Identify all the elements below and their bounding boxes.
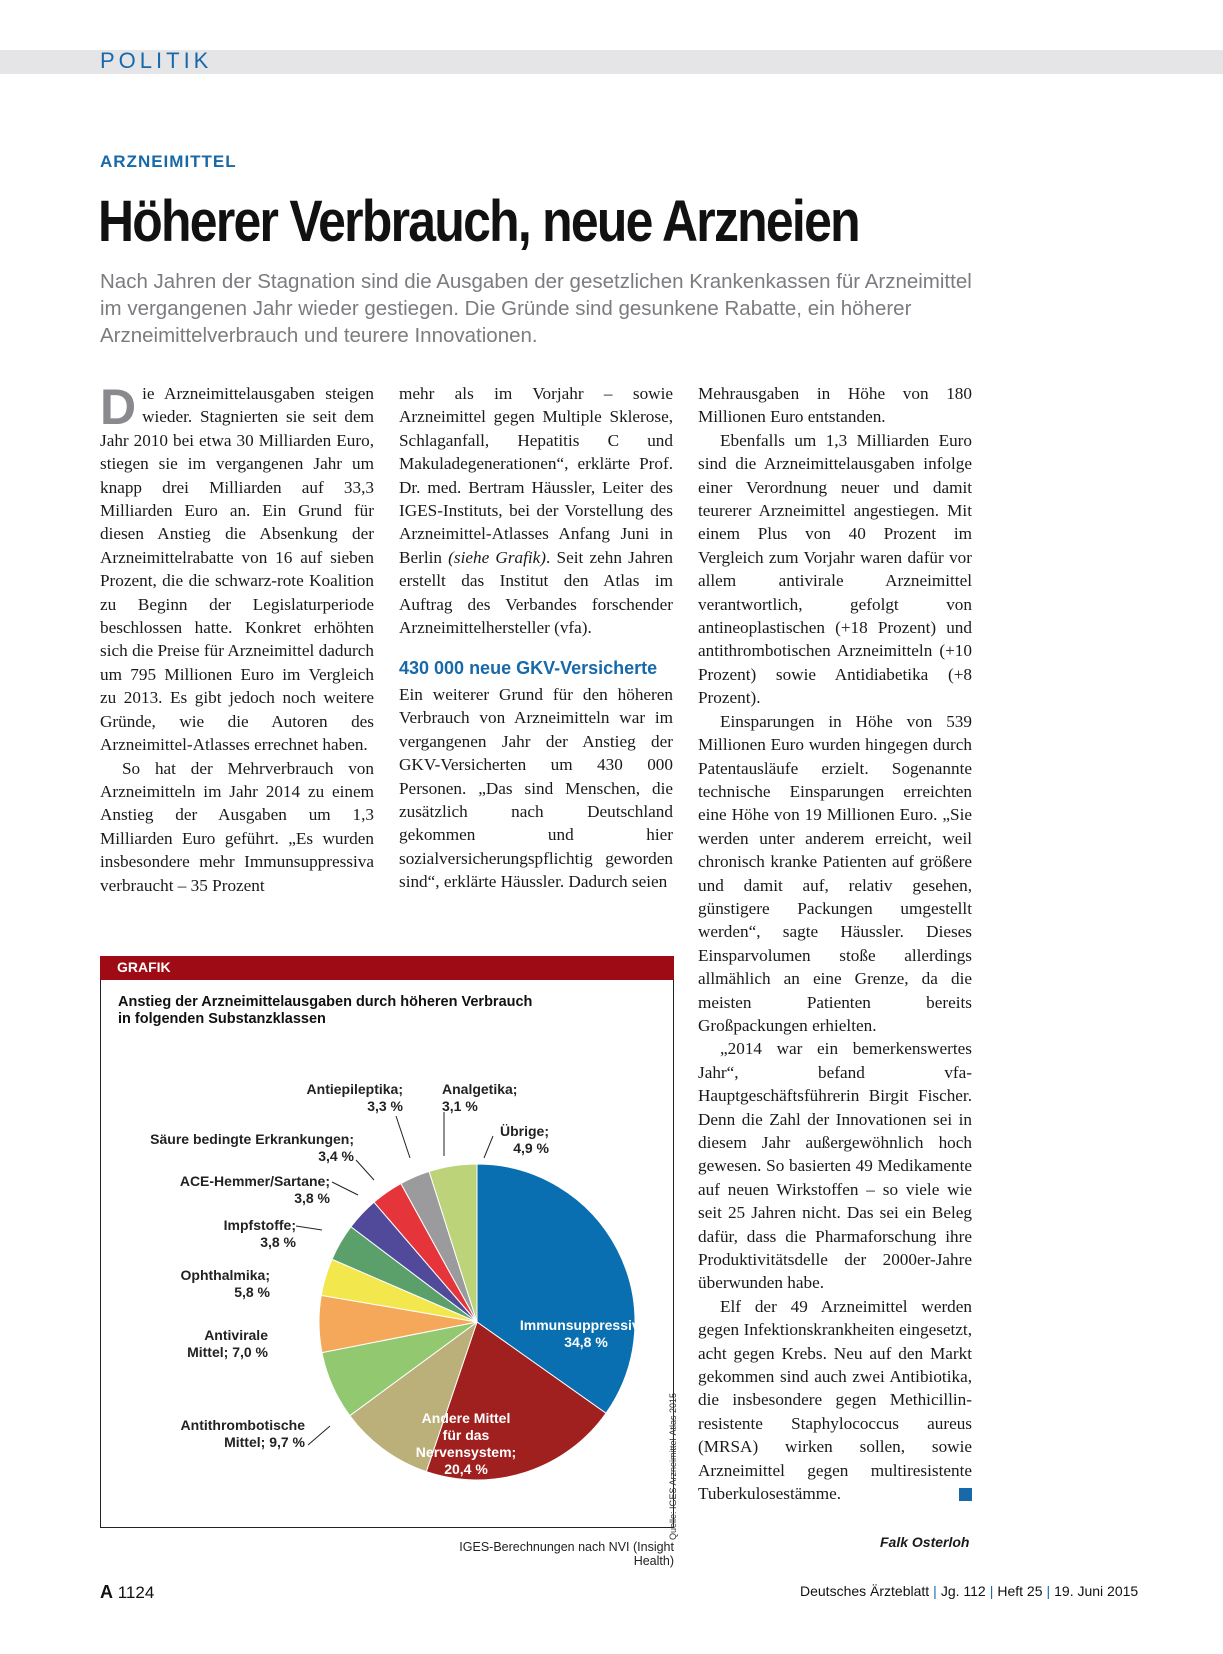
paragraph: So hat der Mehrverbrauch von Arzneimitteln im Jahr 2014 zu einem Anstieg der Ausgaben um 1,3 Milliarden Euro geführt. „Es wurden insbesondere mehr Immunsuppressiva verbraucht – 35 Prozent: [100, 758, 374, 895]
paragraph: „2014 war ein bemerkenswertes Jahr“, befand vfa-Hauptgeschäftsführerin Birgit Fischer. Denn die Zahl der Innovationen sei in diesem Jahr außergewöhnlich hoch gewesen. So basierten 49 Medikamente auf neuen Wirkstoffen – so viele wie seit 25 Jahren nicht. Das sei ein Beleg dafür, dass die Pharmaforschung ihre Produktivitätsdelle der 2000er-Jahre überwunden habe.: [698, 1039, 972, 1293]
leader-line: [308, 1426, 330, 1445]
slice-label: Antithrombotische Mittel; 9,7 %: [180, 1417, 305, 1450]
slice-label: Säure bedingte Erkrankungen; 3,4 %: [150, 1131, 354, 1164]
article-headline: Höherer Verbrauch, neue Arzneien: [98, 189, 859, 254]
paragraph-text: ie Arzneimittelausgaben steigen wieder. Stagnierten sie seit dem Jahr 2010 bei etwa 30 Milliarden Euro, stiegen sie im vergangenen Jahr um knapp drei Milliarden auf 33,3 Milliarden Euro an. Ein Grund für diesen Anstieg die Absenkung der Arzneimittelrabatte von 16 auf sieben Prozent, die die schwarz-rote Koalition zu Beginn der Legislaturperiode beschlossen hatte. Konkret erhöhten sich die Preise für Arzneimittel dadurch um 795 Millionen Euro im Vergleich zu 2013. Es gibt jedoch noch weitere Gründe, wie die Autoren des Arzneimittel-Atlasses errechnet haben.: [100, 384, 374, 755]
leader-line: [396, 1116, 410, 1158]
text-column-3: [698, 382, 972, 1506]
footer-journal-info: Deutsches Ärzteblatt | Jg. 112 | Heft 25 | 19. Juni 2015: [800, 1583, 1139, 1599]
paragraph: Mehrausgaben in Höhe von 180 Millionen Euro entstanden.: [698, 384, 972, 427]
paragraph-text: Elf der 49 Arzneimittel werden gegen Infektionskrankheiten eingesetzt, acht gegen Krebs. Neu auf den Markt gekommen sind auch zwei Antibiotika, die insbesondere gegen Methicillin-resistente Staphylococcus aureus (MRSA) wirken sollen, sowie Arzneimittel gegen multiresistente Tuberkulosestämme.: [698, 1296, 972, 1504]
slice-label: Antivirale Mittel; 7,0 %: [187, 1327, 268, 1360]
journal-date: 19. Juni 2015: [1054, 1583, 1139, 1599]
end-mark-icon: [959, 1488, 972, 1501]
figure-reference: (siehe Grafik): [448, 547, 547, 567]
figure-note: IGES-Berechnungen nach NVI (Insight Health): [459, 1540, 674, 1568]
article-kicker: ARZNEIMITTEL: [100, 152, 237, 171]
slice-label: Andere Mittel für das Nervensystem; 20,4 %: [415, 1410, 517, 1477]
figure-header-bar: [100, 956, 674, 980]
dropcap: D: [100, 379, 137, 435]
leader-line: [296, 1226, 322, 1230]
figure-title: [118, 994, 598, 1028]
leader-line: [484, 1136, 493, 1158]
journal-volume: Jg. 112: [940, 1583, 986, 1599]
figure-source: Quelle: IGES Arzneimittel-Atlas 2015: [668, 1392, 678, 1540]
page-prefix: A: [100, 1582, 113, 1602]
paragraph-text: . Seit zehn Jahren erstellt das Institut den Atlas im Auftrag des Verbandes forschender Arzneimittelhersteller (vfa).: [399, 547, 673, 638]
slice-label: Übrige; 4,9 %: [500, 1123, 549, 1156]
slice-label: Analgetika; 3,1 %: [442, 1081, 518, 1114]
page-number: [100, 1582, 154, 1603]
section-label: POLITIK: [100, 48, 213, 73]
leader-line: [332, 1182, 358, 1195]
paragraph: Ebenfalls um 1,3 Milliarden Euro sind die Arzneimittelausgaben infolge einer Verordnung neuer und damit teurerer Arzneimittel angestiegen. Mit einem Plus von 40 Prozent im Vergleich zum Vorjahr waren dafür vor allem antivirale Arzneimittel verantwortlich, gefolgt von antineoplastischen (+18 Prozent) und antithrombotischen Arzneimitteln (+10 Prozent) sowie Antidiabetika (+8 Prozent).: [698, 430, 972, 708]
article-lead: Nach Jahren der Stagnation sind die Ausgaben der gesetzlichen Krankenkassen für Arzneimittel im vergangenen Jahr wieder gestiegen. Die Gründe sind gesunkene Rabatte, ein höherer Arzneimittelverbrauch und teurere Innovationen.: [100, 270, 972, 347]
paragraph: Einsparungen in Höhe von 539 Millionen Euro wurden hingegen durch Patentausläufe erzielt. Sogenannte technische Einsparungen erreichten eine Höhe von 19 Millionen Euro. „Sie werden unter anderem erreicht, weil chronisch kranke Patienten auf größere und damit auf, relativ gesehen, günstigere Packungen umgestellt werden“, sagte Häussler. Dieses Einsparvolumen stoße allerdings allmählich an eine Grenze, da die meisten Patienten bereits Großpackungen erhielten.: [698, 711, 972, 1035]
paragraph-text: mehr als im Vorjahr – sowie Arzneimittel gegen Multiple Sklerose, Schlaganfall, Hepatitis C und Makuladegenerationen“, erklärte Prof. Dr. med. Bertram Häussler, Leiter des IGES-Instituts, bei der Vorstellung des Arzneimittel-Atlasses Anfang Juni in Berlin: [399, 384, 673, 567]
paragraph: [399, 382, 673, 639]
page-number-value: 1124: [117, 1583, 155, 1602]
slice-label: Impfstoffe; 3,8 %: [223, 1217, 296, 1250]
paragraph: Ein weiterer Grund für den höheren Verbrauch von Arzneimitteln war im vergangenen Jahr der Anstieg der GKV-Versicherten um 430 000 Personen. „Das sind Menschen, die zusätzlich nach Deutschland gekommen und hier sozialversicherungspflichtig geworden sind“, erklärte Häussler. Dadurch seien: [399, 684, 673, 892]
journal-name: Deutsches Ärzteblatt: [800, 1583, 930, 1599]
slice-label: Antiepileptika; 3,3 %: [306, 1081, 403, 1114]
slice-label: Immunsuppressiva; 34,8 %: [519, 1317, 653, 1350]
author: Falk Osterloh: [880, 1534, 970, 1550]
text-column-1: [100, 379, 374, 897]
figure-title-line: Anstieg der Arzneimittelausgaben durch höheren Verbrauch: [118, 994, 533, 1010]
slice-label: ACE-Hemmer/Sartane; 3,8 %: [179, 1173, 330, 1206]
figure-header-label: GRAFIK: [117, 959, 171, 975]
text-column-2: [399, 382, 673, 894]
leader-line: [356, 1160, 374, 1180]
paragraph: [100, 379, 374, 757]
slice-label: Ophthalmika; 5,8 %: [180, 1267, 270, 1300]
pie-chart: [100, 1060, 672, 1500]
journal-issue: Heft 25: [997, 1583, 1043, 1599]
paragraph: [698, 1295, 972, 1506]
figure-title-line: in folgenden Substanzklassen: [118, 1011, 326, 1027]
subheading: 430 000 neue GKV-Versicherte: [399, 658, 658, 679]
